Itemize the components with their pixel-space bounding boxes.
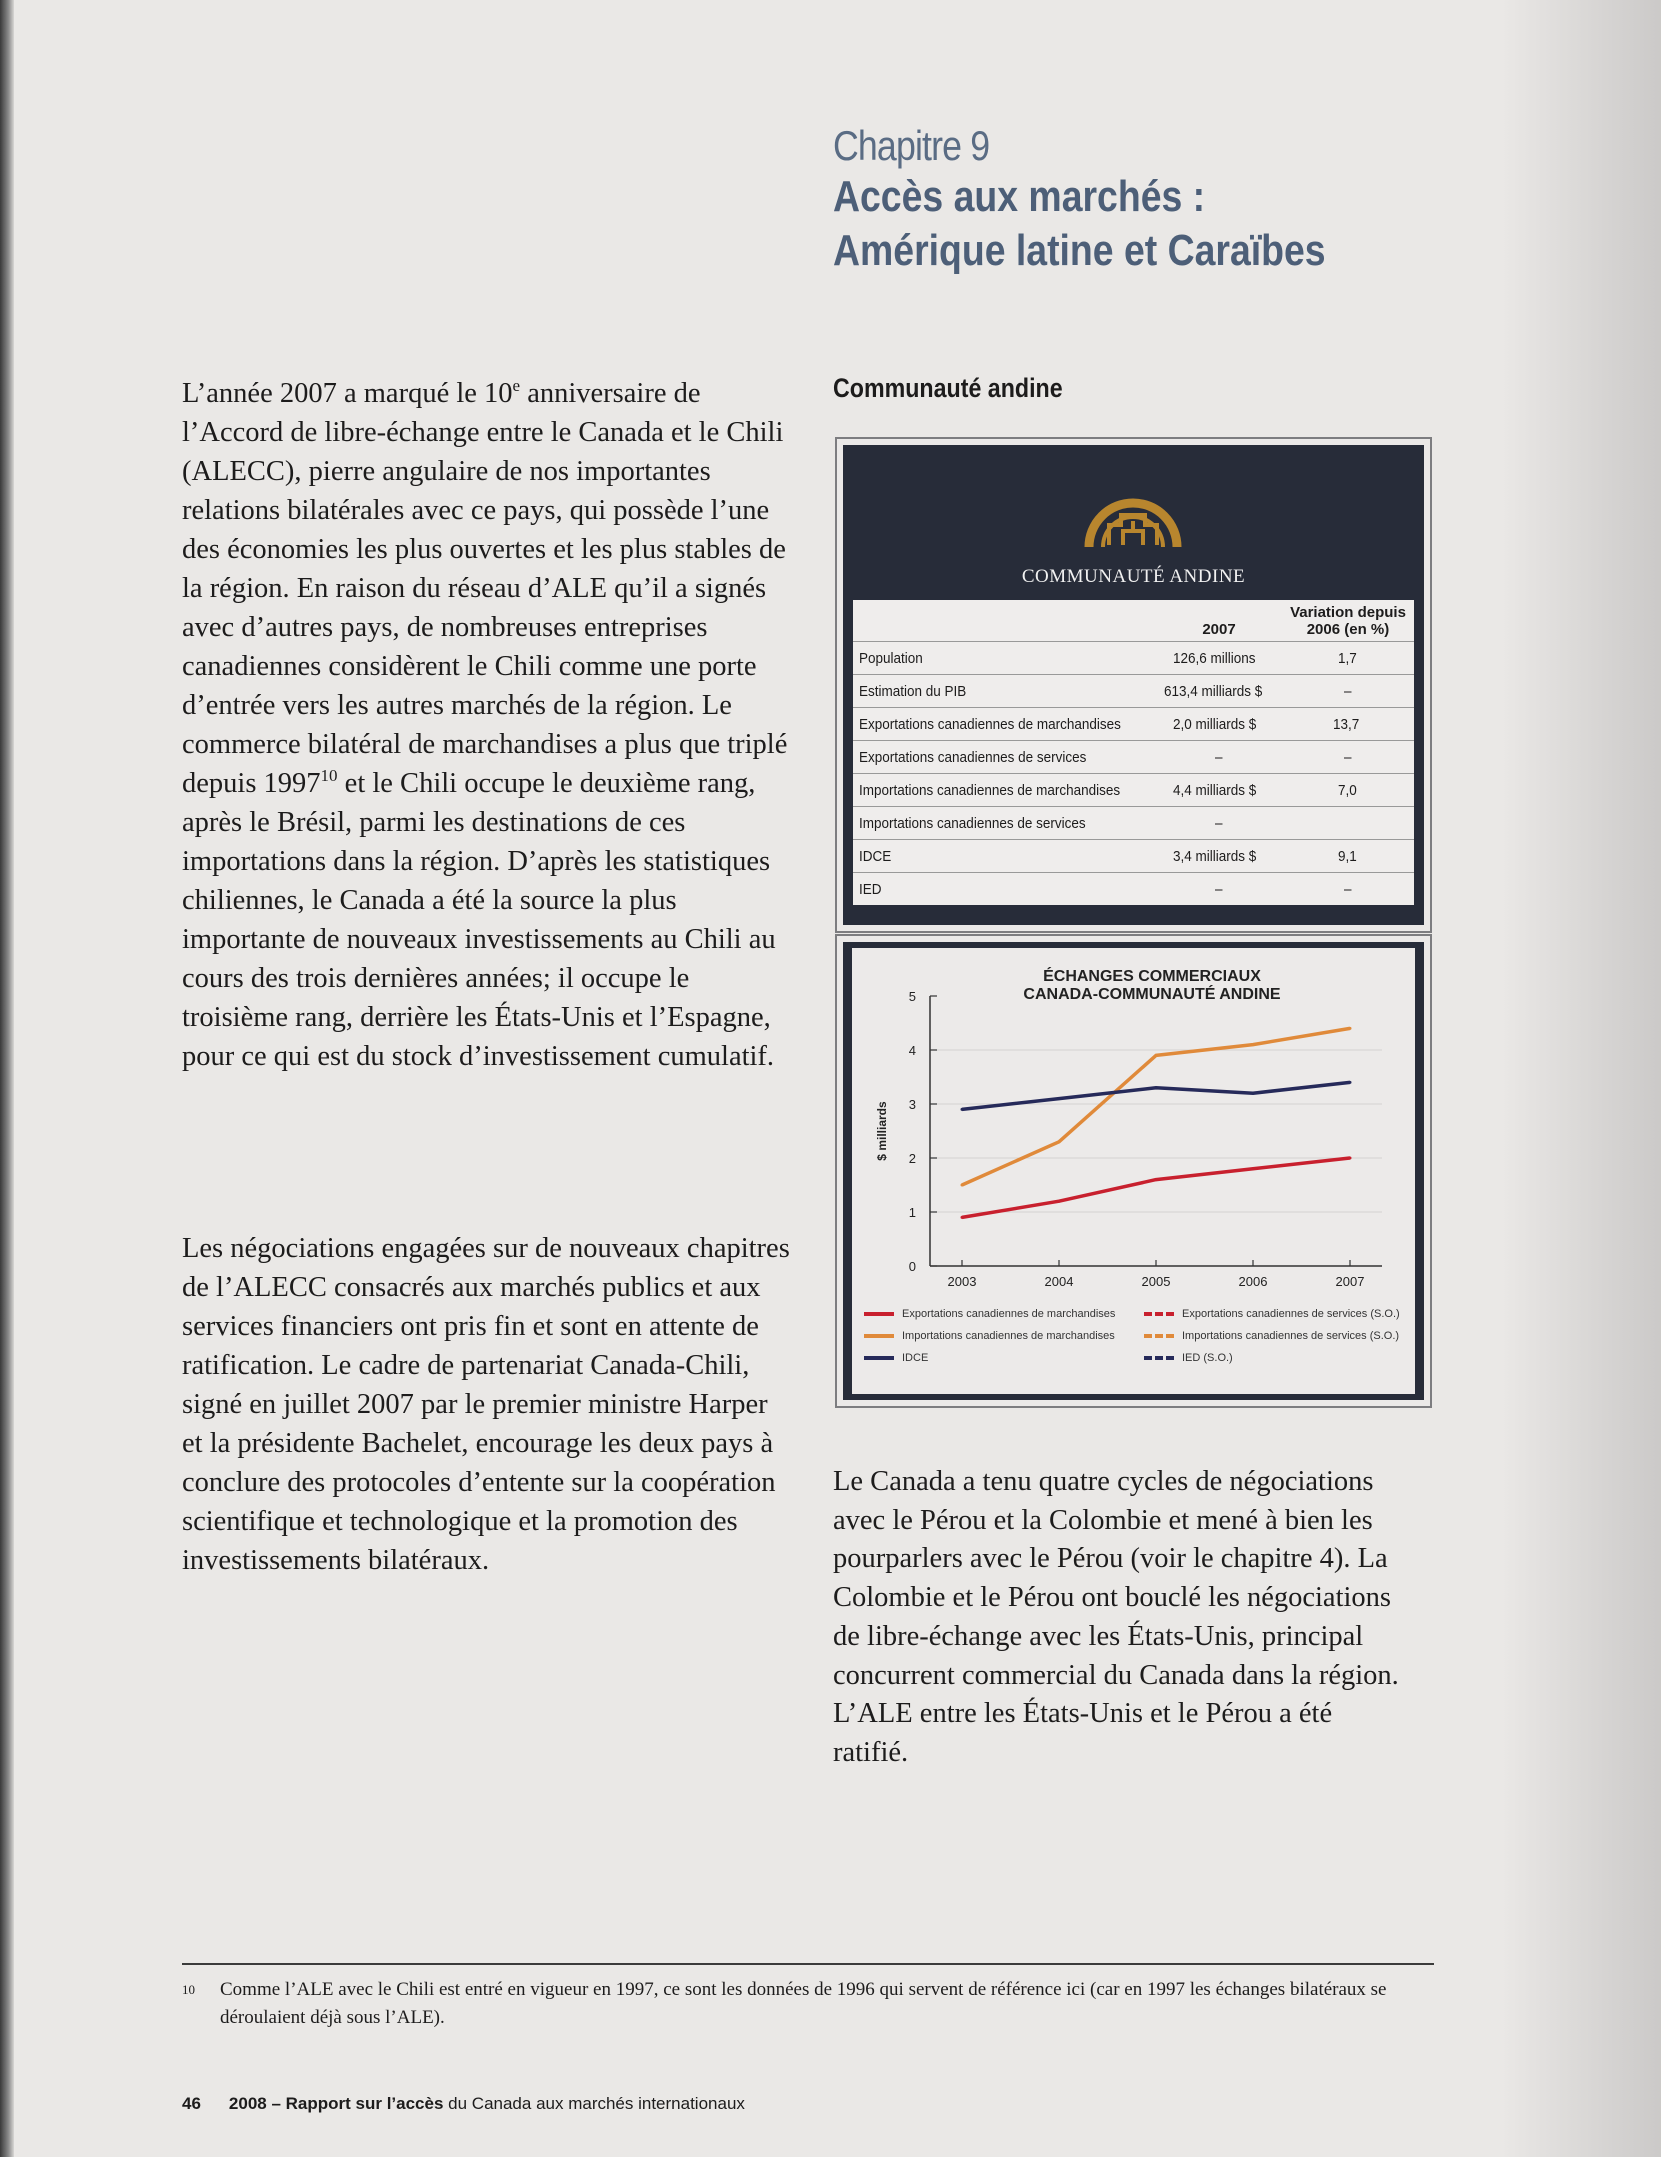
stats-row (853, 840, 1414, 873)
stats-row-value (1156, 774, 1282, 807)
stats-row-value-text: 126,6 millions (1173, 649, 1256, 667)
stats-row-change (1282, 642, 1414, 675)
sidebar-heading: Communauté andine (833, 373, 1063, 403)
series-point (1349, 1027, 1352, 1030)
stats-row-label (853, 675, 1156, 708)
series-point (961, 1216, 964, 1219)
stats-row-value-text: 3,4 milliards $ (1172, 847, 1257, 865)
y-tick-label: 3 (908, 1097, 916, 1112)
stats-header-blank (853, 600, 1156, 642)
footer-report-title-bold: 2008 – Rapport sur l’accès (228, 2094, 444, 2113)
stats-row-label (853, 873, 1156, 906)
stats-row-change (1282, 807, 1414, 840)
stats-row (853, 873, 1414, 906)
legend-swatch (864, 1356, 894, 1360)
stats-row-value (1156, 873, 1282, 906)
footer-report-title: du Canada aux marchés internationaux (443, 2094, 745, 2113)
stats-row-value (1156, 807, 1282, 840)
legend-swatch (1144, 1356, 1174, 1360)
stats-row-change-text: 1,7 (1337, 649, 1357, 667)
legend-label: Exportations canadiennes de marchandises (902, 1308, 1116, 1320)
footnote-rule (182, 1963, 1434, 1965)
y-tick-label: 2 (908, 1151, 916, 1166)
chapter-title-line2: Amérique latine et Caraïbes (833, 226, 1326, 275)
stats-panel (843, 445, 1424, 925)
chart-title-line1: ÉCHANGES COMMERCIAUX (1043, 968, 1261, 985)
stats-row-change (1282, 708, 1414, 741)
legend-item (864, 1308, 1115, 1320)
y-tick-label: 4 (908, 1043, 916, 1058)
stats-row-change (1282, 774, 1414, 807)
page-footer (182, 2094, 745, 2114)
series-point (1058, 1200, 1061, 1203)
andean-community-logo-icon (1083, 485, 1183, 551)
legend-label: Importations canadiennes de marchandises (902, 1330, 1115, 1342)
x-tick-label: 2004 (1044, 1274, 1074, 1289)
legend-item (864, 1330, 1115, 1342)
stats-row-label-text: Estimation du PIB (859, 682, 967, 700)
stats-row-label-text: Importations canadiennes de marchandises (859, 781, 1121, 799)
stats-row-change-text: 7,0 (1337, 781, 1357, 799)
series-point (1252, 1043, 1255, 1046)
stats-row-value-text: 4,4 milliards $ (1172, 781, 1257, 799)
legend-item (1144, 1352, 1233, 1364)
trade-chart (852, 948, 1415, 1394)
y-tick-label: 5 (908, 989, 916, 1004)
legend-item (1144, 1308, 1400, 1320)
legend-label: Exportations canadiennes de services (S.O.) (1182, 1308, 1400, 1320)
stats-row-label (853, 741, 1156, 774)
stats-row-label (853, 774, 1156, 807)
x-tick-label: 2005 (1141, 1274, 1171, 1289)
y-tick-label: 1 (908, 1205, 916, 1220)
stats-row-value (1156, 708, 1282, 741)
series-point (1058, 1097, 1061, 1100)
series-point (1252, 1167, 1255, 1170)
chart-plot (852, 948, 1415, 1394)
stats-row (853, 708, 1414, 741)
book-binding-shadow (0, 0, 14, 2157)
x-tick-label: 2006 (1238, 1274, 1268, 1289)
stats-panel-title: COMMUNAUTÉ ANDINE (1021, 566, 1246, 587)
stats-row-value-text: – (1214, 814, 1223, 832)
chart-panel (843, 942, 1424, 1400)
stats-row (853, 807, 1414, 840)
page-number: 46 (182, 2094, 201, 2113)
chapter-header (833, 122, 1413, 278)
stats-row-change-text: – (1343, 748, 1352, 766)
x-tick-label: 2007 (1335, 1274, 1365, 1289)
stats-row-change-text: 13,7 (1333, 715, 1360, 733)
stats-row-value-text: – (1214, 748, 1223, 766)
series-point (1155, 1054, 1158, 1057)
footnote-reference[interactable]: 10 (320, 766, 338, 785)
legend-item (1144, 1330, 1399, 1342)
series-point (1155, 1178, 1158, 1181)
legend-label: IED (S.O.) (1182, 1352, 1233, 1364)
stats-table (853, 600, 1414, 905)
stats-row (853, 774, 1414, 807)
legend-swatch (864, 1334, 894, 1338)
stats-row-change-text: – (1343, 880, 1352, 898)
legend-item (864, 1352, 928, 1364)
legend-label: Importations canadiennes de services (S.O.) (1182, 1330, 1400, 1342)
stats-row-label-text: Exportations canadiennes de services (859, 748, 1087, 766)
body-paragraph-2 (182, 1229, 792, 1580)
stats-row (853, 675, 1414, 708)
legend-swatch (864, 1312, 894, 1316)
x-tick-label: 2003 (947, 1274, 977, 1289)
series-line (962, 1028, 1350, 1185)
footnote (182, 1976, 1442, 2032)
stats-row-label-text: Exportations canadiennes de marchandises (859, 715, 1121, 733)
legend-swatch (1144, 1312, 1174, 1316)
chart-title-line2: CANADA-COMMUNAUTÉ ANDINE (1023, 986, 1281, 1003)
stats-header-change: Variation depuis 2006 (en %) (1290, 604, 1406, 638)
series-line (962, 1158, 1350, 1217)
stats-row-change (1282, 741, 1414, 774)
stats-row-value-text: 613,4 milliards $ (1164, 682, 1263, 700)
chapter-title-line1: Accès aux marchés : (833, 172, 1206, 221)
stats-row-value (1156, 840, 1282, 873)
body-paragraph-1 (182, 374, 792, 1076)
p2-text: Les négociations engagées sur de nouveaux chapitres de l’ALECC consacrés aux marchés publics et aux services financiers ont pris fin et sont en attente de ratification. Le cadre de partenariat Canada-Chili, signé en juillet 2007 par le premier ministre Harper et la présidente Bachelet, encourage les deux pays à conclure des protocoles d’entente sur la coopération scientifique et technologique et la promotion des investissements bilatéraux. (182, 1233, 790, 1576)
stats-row-value-text: – (1214, 880, 1223, 898)
stats-row-label-text: IED (859, 880, 882, 898)
p1-text-c: et le Chili occupe le deuxième rang, après le Brésil, parmi les destinations de ces importations dans la région. D’après les statistiques chiliennes, le Canada a été la source la plus importante de nouveaux investissements au Chili au cours des trois dernières années; il occupe le troisième rang, derrière les États-Unis et l’Espagne, pour ce qui est du stock d’investissement cumulatif. (182, 768, 776, 1072)
stats-row (853, 642, 1414, 675)
footnote-text: Comme l’ALE avec le Chili est entré en vigueur en 1997, ce sont les données de 1996 qui servent de référence ici (car en 1997 les échanges bilatéraux se déroulaient déjà sous l’ALE). (220, 1979, 1387, 2028)
stats-row-value (1156, 642, 1282, 675)
y-axis-label: $ milliards (875, 1101, 889, 1161)
series-point (1252, 1092, 1255, 1095)
chapter-number: Chapitre 9 (833, 122, 990, 169)
stats-row-label (853, 642, 1156, 675)
stats-row-label-text: Importations canadiennes de services (859, 814, 1086, 832)
series-point (961, 1184, 964, 1187)
stats-row-value (1156, 741, 1282, 774)
stats-row-label (853, 840, 1156, 873)
series-point (1349, 1157, 1352, 1160)
stats-row-change-text: – (1343, 682, 1352, 700)
stats-row-label-text: IDCE (859, 847, 892, 865)
ordinal-superscript: e (512, 376, 521, 395)
series-point (1058, 1140, 1061, 1143)
legend-swatch (1144, 1334, 1174, 1338)
p1-text-a: L’année 2007 a marqué le 10 (182, 378, 513, 409)
page-edge-shadow (1501, 0, 1661, 2157)
stats-row-label-text: Population (859, 649, 923, 667)
stats-header-year: 2007 (1202, 621, 1236, 638)
right-paragraph: Le Canada a tenu quatre cycles de négociations avec le Pérou et la Colombie et mené à bien les pourparlers avec le Pérou (voir le chapitre 4). La Colombie et le Pérou ont bouclé les négociations de libre-échange avec les États-Unis, principal concurrent commercial du Canada dans la région. L’ALE entre les États-Unis et le Pérou a été ratifié. (833, 1466, 1399, 1768)
stats-row (853, 741, 1414, 774)
stats-row-change-text: 9,1 (1337, 847, 1357, 865)
p1-text-b: anniversaire de l’Accord de libre-échange entre le Canada et le Chili (ALECC), pierre angulaire de nos importantes relations bilatérales avec ce pays, qui possède l’une des économies les plus ouvertes et les plus stables de la région. En raison du réseau d’ALE qu’il a signés avec d’autres pays, de nombreuses entreprises canadiennes considèrent le Chili comme une porte d’entrée vers les autres marchés de la région. Le commerce bilatéral de marchandises a plus que triplé depuis 1997 (182, 378, 788, 799)
legend-label: IDCE (902, 1352, 929, 1364)
stats-row-change (1282, 675, 1414, 708)
y-tick-label: 0 (908, 1259, 916, 1274)
stats-row-value (1156, 675, 1282, 708)
series-point (961, 1108, 964, 1111)
series-point (1349, 1081, 1352, 1084)
stats-row-value-text: 2,0 milliards $ (1172, 715, 1257, 733)
footnote-number: 10 (182, 1982, 195, 1997)
stats-row-label (853, 807, 1156, 840)
stats-row-label (853, 708, 1156, 741)
stats-row-change (1282, 873, 1414, 906)
stats-row-change (1282, 840, 1414, 873)
series-point (1155, 1086, 1158, 1089)
